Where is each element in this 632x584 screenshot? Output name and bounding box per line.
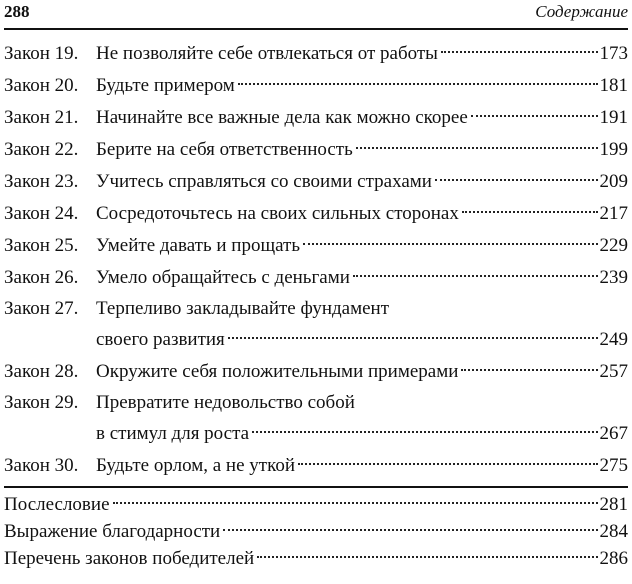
law-title: Учитесь справляться со своими страхами xyxy=(96,171,432,192)
page-reference: 191 xyxy=(599,107,628,128)
toc-entry-law-23[interactable] xyxy=(4,166,628,198)
toc-entry-afterword[interactable] xyxy=(4,491,628,518)
dot-leader xyxy=(298,463,598,465)
law-title: Не позволяйте себе отвлекаться от работы xyxy=(96,43,438,64)
law-title: Сосредоточьтесь на своих сильных сторонах xyxy=(96,203,459,224)
law-title-line-1: Превратите недовольство собой xyxy=(96,392,355,413)
law-label: Закон 26. xyxy=(4,267,79,288)
law-label: Закон 23. xyxy=(4,171,79,192)
dot-leader xyxy=(462,211,598,213)
page-reference: 249 xyxy=(599,329,628,350)
page-reference: 267 xyxy=(599,423,628,444)
toc-entry-law-28[interactable] xyxy=(4,356,628,388)
page-reference: 173 xyxy=(599,43,628,64)
law-title: Умело обращайтесь с деньгами xyxy=(96,267,350,288)
law-label: Закон 22. xyxy=(4,139,79,160)
page-reference: 199 xyxy=(599,139,628,160)
page-number: 288 xyxy=(4,2,30,21)
toc-entry-law-24[interactable] xyxy=(4,198,628,230)
law-label: Закон 27. xyxy=(4,298,79,319)
back-matter-section xyxy=(4,486,628,572)
law-label: Закон 24. xyxy=(4,203,79,224)
page-header xyxy=(4,0,628,30)
toc-entry-acknowledgements[interactable] xyxy=(4,518,628,545)
page-reference: 229 xyxy=(599,235,628,256)
page-reference: 209 xyxy=(599,171,628,192)
law-label: Закон 21. xyxy=(4,107,79,128)
dot-leader xyxy=(435,179,598,181)
law-label: Закон 30. xyxy=(4,455,79,476)
law-title: Умейте давать и прощать xyxy=(96,235,300,256)
toc-entry-law-21[interactable] xyxy=(4,102,628,134)
toc-entry-law-29[interactable] xyxy=(4,388,628,450)
page-reference: 284 xyxy=(599,521,628,542)
toc-entry-law-20[interactable] xyxy=(4,70,628,102)
dot-leader xyxy=(303,243,598,245)
page-reference: 217 xyxy=(599,203,628,224)
dot-leader xyxy=(461,369,597,371)
law-title: Берите на себя ответственность xyxy=(96,139,353,160)
dot-leader xyxy=(471,115,598,117)
page-reference: 286 xyxy=(599,548,628,569)
back-matter-title: Перечень законов победителей xyxy=(4,548,255,569)
law-title-line-1: Терпеливо закладывайте фундамент xyxy=(96,298,390,319)
page-reference: 239 xyxy=(599,267,628,288)
law-title: Будьте примером xyxy=(96,75,235,96)
law-label: Закон 25. xyxy=(4,235,79,256)
law-title: Окружите себя положительными примерами xyxy=(96,361,459,382)
dot-leader xyxy=(257,556,597,558)
dot-leader xyxy=(228,337,598,339)
page-reference: 275 xyxy=(599,455,628,476)
page-reference: 257 xyxy=(599,361,628,382)
table-of-contents xyxy=(4,38,628,482)
law-label: Закон 28. xyxy=(4,361,79,382)
dot-leader xyxy=(353,275,598,277)
dot-leader xyxy=(238,83,598,85)
back-matter-title: Выражение благодарности xyxy=(4,521,221,542)
law-label: Закон 29. xyxy=(4,392,79,413)
back-matter-title: Послесловие xyxy=(4,494,110,515)
dot-leader xyxy=(356,147,598,149)
law-label: Закон 19. xyxy=(4,43,79,64)
toc-entry-law-30[interactable] xyxy=(4,450,628,482)
running-head: Содержание xyxy=(535,2,628,21)
toc-entry-laws-list[interactable] xyxy=(4,545,628,572)
dot-leader xyxy=(113,502,598,504)
law-title-line-2: своего развития xyxy=(96,329,225,350)
law-title-line-2: в стимул для роста xyxy=(96,423,250,444)
dot-leader xyxy=(223,529,597,531)
toc-entry-law-22[interactable] xyxy=(4,134,628,166)
toc-entry-law-27[interactable] xyxy=(4,294,628,356)
law-label: Закон 20. xyxy=(4,75,79,96)
law-title: Начинайте все важные дела как можно скорее xyxy=(96,107,468,128)
toc-entry-law-19[interactable] xyxy=(4,38,628,70)
dot-leader xyxy=(441,51,598,53)
toc-entry-law-25[interactable] xyxy=(4,230,628,262)
toc-entry-law-26[interactable] xyxy=(4,262,628,294)
dot-leader xyxy=(252,431,597,433)
page-reference: 181 xyxy=(599,75,628,96)
law-title: Будьте орлом, а не уткой xyxy=(96,455,295,476)
page-reference: 281 xyxy=(599,494,628,515)
